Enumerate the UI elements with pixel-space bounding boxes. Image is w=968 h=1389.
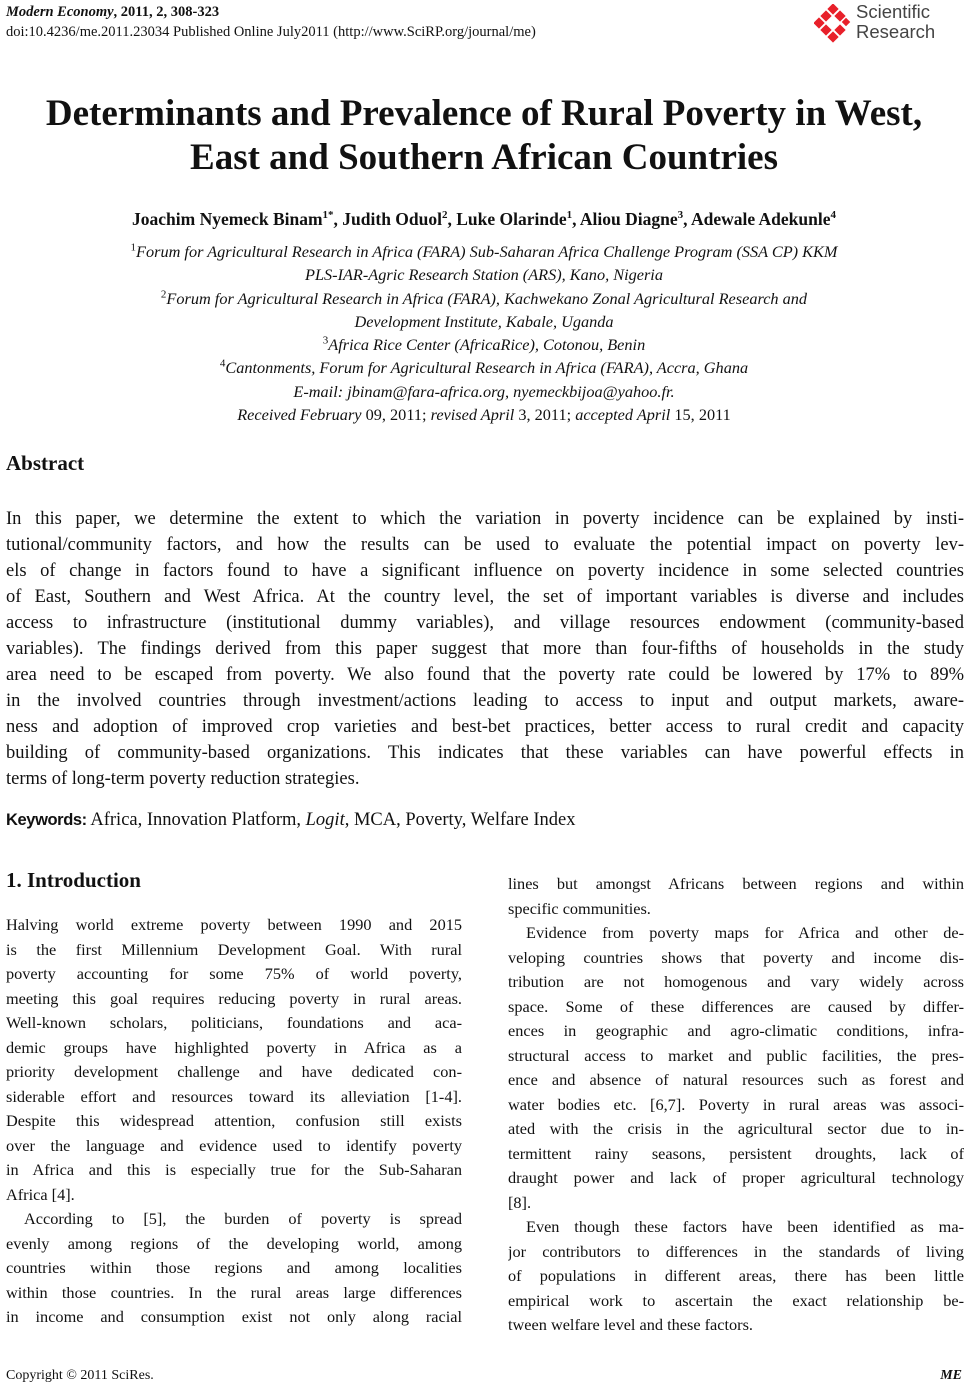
affiliation-line: $^1$Forum for Agricultural Research in Africa (FARA) Sub-Saharan Africa Challenge Program (SSA CP) KKM [130, 241, 838, 261]
abstract-line: building of community-based organizations. This indicates that these variables can have powerful effects in [6, 743, 964, 763]
body-line: ated with the crisis in the agricultural sector due to in- [508, 1119, 964, 1138]
abstract-line: access to infrastructure (institutional dummy variables), and village resources endowment (community-based [6, 613, 964, 633]
keywords-label: Keywords: [6, 811, 87, 829]
body-line: in Africa and this is especially true for the Sub-Saharan [6, 1160, 462, 1179]
body-line: ence and absence of natural resources such as forest and [508, 1070, 964, 1089]
affiliation-line: $^3$Africa Rice Center (AfricaRice), Cotonou, Benin [322, 334, 646, 355]
affiliation-line: $^2$Forum for Agricultural Research in Africa (FARA), Kachwekano Zonal Agricultural Research and [160, 288, 808, 308]
body-line: empirical work to ascertain the exact relationship be- [508, 1290, 964, 1310]
body-line: [8]. [508, 1192, 532, 1212]
title-line: Determinants and Prevalence of Rural Poverty in West, [45, 93, 923, 134]
body-line: ences in geographic and agro-climatic conditions, infra- [508, 1021, 964, 1040]
body-line: of populations in different areas, there has been little [508, 1266, 964, 1285]
body-line: poverty accounting for some 75% of world poverty, [6, 964, 462, 983]
body-line: termittent rainy seasons, persistent droughts, lack of [508, 1143, 964, 1163]
body-line: is the first Millennium Development Goal. With rural [6, 939, 462, 959]
logo-mark-icon [814, 4, 854, 44]
body-line: countries within those regions and among localities [6, 1258, 462, 1277]
author-sup: 3 [677, 209, 684, 222]
affiliation-line: Development Institute, Kabale, Uganda [354, 311, 614, 331]
author-name: Judith Oduol [342, 209, 442, 229]
body-line: water bodies etc. [6,7]. Poverty in rural areas was associ- [508, 1094, 964, 1114]
author-name: Adewale Adekunle [690, 209, 831, 229]
author-list: Joachim Nyemeck Binam$^{1*}$, Judith Oduol$^2$, Luke Olarinde$^1$, Aliou Diagne$^3$, Adewale Adekunle$^4$ [132, 209, 836, 229]
affiliation-line: PLS-IAR-Agric Research Station (ARS), Kano, Nigeria [305, 265, 663, 285]
abstract-line: in the involved countries through investment/actions leading to access to input and output markets, aware- [6, 691, 964, 711]
logo-text-line1: Scientific [856, 1, 931, 22]
body-line: siderable effort and resources toward its alleviation [1-4]. [6, 1086, 462, 1106]
author-name: Luke Olarinde [456, 209, 567, 229]
abstract-body [6, 506, 964, 792]
body-line: space. Some of these differences are caused by differ- [508, 996, 964, 1016]
journal-citation: , 2011, 2, 308-323 [113, 4, 220, 20]
body-line: Well-known scholars, politicians, foundations and aca- [6, 1013, 462, 1032]
abstract-line: tutional/community factors, and how the results can be used to evaluate the potential impact on poverty lev- [6, 535, 964, 555]
body-line: specific communities. [508, 898, 651, 918]
body-line: in income and consumption exist not only along racial [6, 1307, 462, 1326]
author-sup: 4 [830, 209, 836, 222]
journal-name: Modern Economy [6, 4, 114, 20]
author-sup: 2 [442, 209, 448, 222]
abstract-line: In this paper, we determine the extent to which the variation in poverty incidence can be explained by insti- [6, 509, 964, 529]
email-line: E-mail: jbinam@fara-africa.org, nyemeckbijoa@yahoo.fr. [293, 381, 675, 401]
author-name: Joachim Nyemeck Binam [132, 209, 323, 229]
abstract-line: els of change in factors found to have a significant influence on poverty incidence in some selected countries [6, 561, 964, 581]
body-line: lines but amongst Africans between regions and within [508, 874, 964, 893]
body-line: structural access to market and public facilities, the pres- [508, 1045, 964, 1065]
body-line: demic groups have highlighted poverty in Africa as a [6, 1037, 462, 1057]
abstract-line: of East, Southern and West Africa. At the country level, the set of important variables is diverse and includes [6, 587, 964, 607]
abstract-line: area need to be escaped from poverty. We also found that the poverty rate could be lowered by 17% to 89% [6, 665, 964, 685]
right-column [508, 872, 964, 1338]
body-line: tween welfare level and these factors. [508, 1315, 753, 1334]
abstract-line: variables). The findings derived from this paper suggest that more than four-fifths of households in the study [6, 639, 964, 659]
title-line: East and Southern African Countries [190, 137, 778, 178]
author-name: Aliou Diagne [579, 209, 678, 229]
paper-title [0, 92, 968, 180]
body-line: draught power and lack of proper agricultural technology [508, 1168, 964, 1187]
abstract-heading: Abstract [6, 451, 85, 475]
affiliation-line: $^4$Cantonments, Forum for Agricultural Research in Africa (FARA), Accra, Ghana [219, 358, 749, 378]
body-line: priority development challenge and have dedicated con- [6, 1062, 462, 1081]
body-line: over the language and evidence used to identify poverty [6, 1135, 462, 1155]
doi-line: doi:10.4236/me.2011.23034 Published Online July2011 (http://www.SciRP.org/journal/me) [6, 24, 536, 40]
dates-line: Received February 09, 2011; revised April 3, 2011; accepted April 15, 2011 [237, 405, 731, 425]
section-heading-introduction: 1. Introduction [6, 868, 141, 892]
body-line: jor contributors to differences in the standards of living [508, 1241, 964, 1261]
author-sup: 1* [322, 209, 334, 222]
body-line: Halving world extreme poverty between 1990 and 2015 [6, 915, 462, 934]
body-line: veloping countries shows that poverty and income dis- [508, 947, 964, 967]
body-line: tribution are not homogenous and vary widely across [508, 972, 964, 991]
publisher-logo [814, 2, 964, 46]
left-column [6, 913, 462, 1330]
body-line: meeting this goal requires reducing poverty in rural areas. [6, 988, 462, 1008]
body-line: According to [5], the burden of poverty is spread [24, 1209, 462, 1228]
abstract-line: terms of long-term poverty reduction strategies. [6, 769, 360, 789]
copyright-text: Copyright © 2011 SciRes. [6, 1368, 154, 1383]
journal-header [6, 2, 536, 42]
abstract-line: ness and adoption of improved crop varieties and best-bet practices, better access to rural credit and capacity [6, 717, 964, 737]
body-line: Africa [4]. [6, 1184, 75, 1204]
page-footer [6, 1368, 962, 1384]
body-line: within those countries. In the rural areas large differences [6, 1282, 462, 1302]
body-line: Even though these factors have been identified as ma- [526, 1217, 964, 1236]
keywords: Keywords: Africa, Innovation Platform, Logit, MCA, Poverty, Welfare Index [6, 810, 576, 830]
logo-text-line2: Research [856, 21, 936, 42]
author-sup: 1 [566, 209, 573, 222]
affiliations [0, 240, 968, 426]
journal-abbreviation: ME [940, 1368, 962, 1383]
body-line: evenly among regions of the developing world, among [6, 1233, 462, 1253]
body-line: Despite this widespread attention, confusion still exists [6, 1111, 462, 1130]
body-line: Evidence from poverty maps for Africa and other de- [526, 923, 964, 942]
email-addresses[interactable]: jbinam@fara-africa.org, nyemeckbijoa@yahoo.fr. [347, 381, 675, 401]
